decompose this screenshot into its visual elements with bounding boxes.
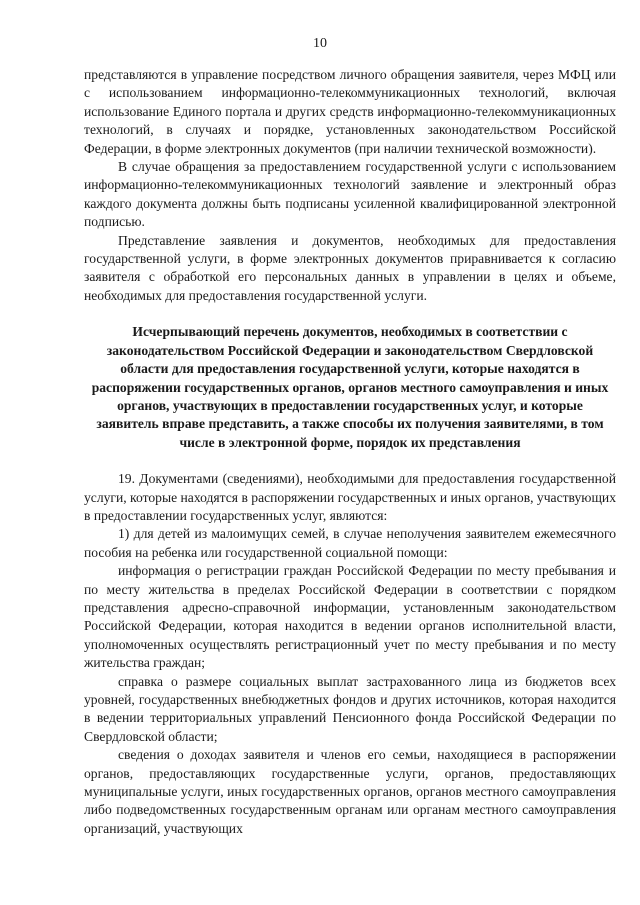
page-number: 10 bbox=[313, 36, 327, 51]
paragraph-item-19: 19. Документами (сведениями), необходимыми для предоставления государственной услуги, которые находятся в распоряжении государственных и иных органов, участвующих в предоставлении государственных услуг, являются: bbox=[84, 471, 616, 523]
paragraph-consent: Представление заявления и документов, необходимых для предоставления государственной услуги, в форме электронных документов приравнивается к согласию заявителя с обработкой его персональных данных в управлении в целях и объеме, необходимых для предоставления государственной услуги. bbox=[84, 232, 616, 303]
paragraph-continuation: представляются в управление посредством личного обращения заявителя, через МФЦ или с использованием информационно-телекоммуникационных технологий, включая использование Единого портала и других средств информационно-телекоммуникационных технологий, в случаях и порядке, установленных законодательством Российской Федерации, в форме электронных документов (при наличии технической возможности). bbox=[84, 67, 616, 156]
paragraph-registration-info: информация о регистрации граждан Российской Федерации по месту пребывания и по месту жительства в пределах Российской Федерации в соответствии с порядком представления адресно-справочной информации, установленным законодательством Российской Федерации, которая находится в ведении органов исполнительной власти, уполномоченных осуществлять регистрационный учет по месту пребывания и по месту жительства граждан; bbox=[84, 563, 616, 671]
paragraph-social-payments: справка о размере социальных выплат застрахованного лица из бюджетов всех уровней, государственных внебюджетных фондов и других источников, которая находится в ведении территориальных управлений Пенсионного фонда Российской Федерации по Свердловской области; bbox=[84, 673, 616, 744]
paragraph-electronic-signature: В случае обращения за предоставлением государственной услуги с использованием информационно-телекоммуникационных технологий заявление и электронный образ каждого документа должны быть подписаны усиленной квалифицированной электронной подписью. bbox=[84, 159, 616, 230]
document-body bbox=[84, 66, 616, 838]
section-heading: Исчерпывающий перечень документов, необходимых в соответствии с законодательством Российской Федерации и законодательством Свердловской области для предоставления государственной услуги, которые находятся в распоряжении государственных органов, органов местного самоуправления и иных органов, участвующих в предоставлении государственных услуг, и которые заявитель вправе представить, а также способы их получения заявителями, в том числе в электронной форме, порядок их представления bbox=[91, 324, 609, 450]
paragraph-subitem-1: 1) для детей из малоимущих семей, в случае неполучения заявителем ежемесячного пособия на ребенка или государственной социальной помощи: bbox=[84, 526, 616, 560]
paragraph-income-info: сведения о доходах заявителя и членов его семьи, находящиеся в распоряжении органов, предоставляющих государственные услуги, органов, предоставляющих муниципальные услуги, иных государственных органов, органов местного самоуправления либо подведомственных государственным органам или органам местного самоуправления организаций, участвующих bbox=[84, 747, 616, 836]
